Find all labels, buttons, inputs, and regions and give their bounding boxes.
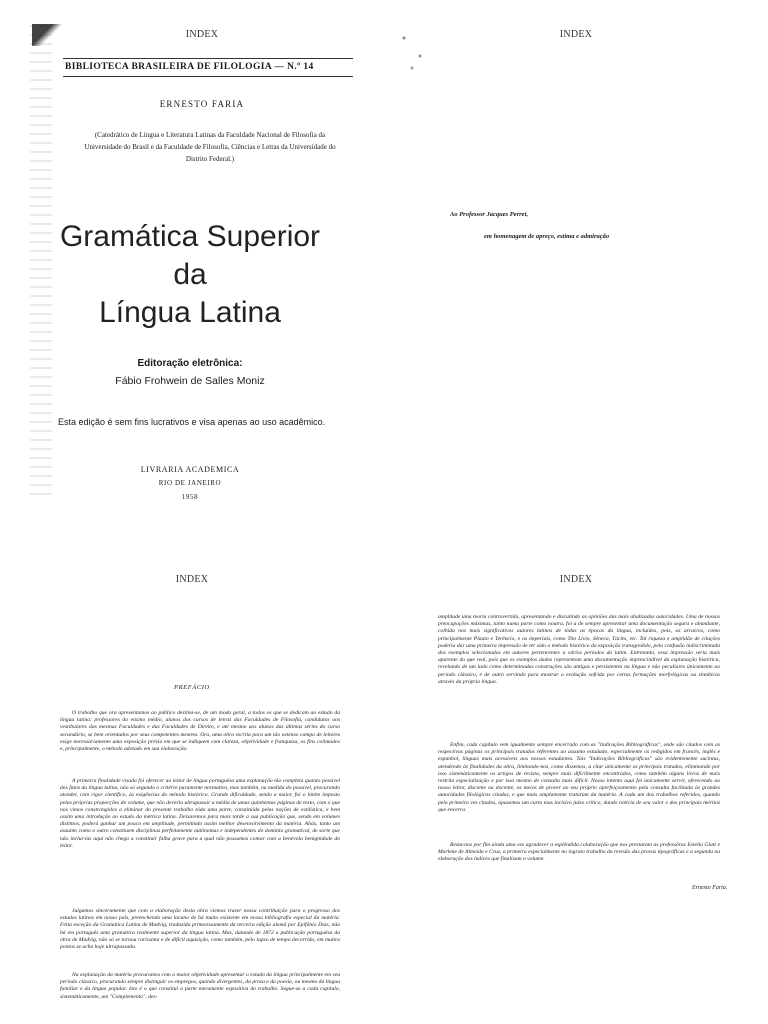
index-header: INDEX — [175, 574, 209, 585]
publisher-name: LIVRARIA ACADEMICA — [140, 465, 240, 474]
preface-paragraph-7: Resta-nos por fim ainda uma vez agradecer a esplêndida colaboração que nos prestaram as professôras Estella Glatt e Marlene de Almeida e Cruz, a primeira especialmente no ingrato trabalho da revisão das provas tipográficas e a segunda na elaboração dos índices que finalizam o volume. — [438, 842, 720, 863]
author-name: ERNESTO FARIA — [159, 99, 245, 109]
publisher-year: 1958 — [181, 493, 199, 501]
preface-paragraph-2: A primeira finalidade visada foi oferecer ao leitor de língua portuguêsa uma explanação tão completa quanto possível dos fatos da língua latina, não só segundo o critério puramente normativo, mas também, na medida do possível, procurando atender, com rigor científico, às exigências do método histórico. Grande dificuldade, sendo a maior, foi o limite imposto pelas próprias proporções do volume, que não deveria ultrapassar a média de umas quinhentas páginas de texto, com o que nos vimos constrangidos a eliminar do presente trabalho tôda uma parte, constituída pelas noções de estilística, e bem assim uma introdução ao estudo da métrica latina. Deixaremos para mais tarde a sua publicação que, sendo em volumes distintos, poderá ganhar um pouco em amplitude, permitindo assim melhor desenvolvimento da matéria. Aliás, tanto um assunto como o outro constituem disciplinas perfeitamente autônomas e independentes do domínio gramatical, de sorte que não incluí-las aqui não chega a constituir falha grave para a qual não possamos contar com a benévola benignidade do leitor. — [60, 778, 340, 849]
page-dedication — [384, 0, 768, 512]
preface-paragraph-6: Enfim, cada capítulo vem igualmente sempre encerrado com as "Indicações Bibliográficas", onde são citados com as respectivas páginas os principais tratados referentes ao assunto estudado, especialmente os redigidos em francês, inglês e espanhol, línguas mais acessíveis aos nossos estudantes. Tais "Indicações Bibliográficas" são evidentemente sucintas, atendendo às finalidades da obra, limitando-nos, como dissemos, a citar ùnicamente os principais tratados, eliminando por isso sistemàticamente os artigos de revista, sempre mais dificilmente encontrados, como também alguns livros de mais restrita especialização e por isso mesmo de consulta mais difícil. Nosso intento aqui foi ùnicamente servir, oferecendo ao nosso leitor, discente ou docente, os meios de prover ao seu próprio aperfeiçoamento pela consulta facilitada às grandes autoridades filológicas citadas, e que mais amplamente trataram da matéria. A cada um dos trabalhos referidos, quando pela primeira vez citados, apusemos um curto mas incisivo juízo crítico, dando notícia de seu valor e dos principais méritos que encerra. — [438, 742, 720, 813]
series-rule-bottom — [63, 76, 353, 77]
series-rule-top — [63, 58, 353, 59]
series-title: BIBLIOTECA BRASILEIRA DE FILOLOGIA — N.º 14 — [65, 62, 314, 72]
index-header: INDEX — [559, 574, 593, 585]
preface-paragraph-4: Na explanação da matéria procuramos com a maior objetividade apresentar o estado da língua principalmente em seu período clássico, procurando sempre distinguir os empregos, quando divergentes, da prosa e da poesia, ou mesmo da língua familiar e da língua popular. Isto é o que constitui a parte meramente expositiva do trabalho. Segue-se a cada capítulo, sistemàticamente, um "Complemento", des- — [60, 972, 340, 1000]
preface-paragraph-1: O trabalho que ora apresentamos ao público destina-se, de um modo geral, a todos os que se dedicam ao estudo da língua latina: professores do ensino médio, alunos dos cursos de letras das Faculdades de Filosofia, candidatos aos vestibulares das mesmas Faculdades e das Faculdades de Direito, e até mesmo aos alunos das últimas séries do curso secundário, se bem orientados por seus competentes mestres. Ora, uma obra escrita para um tão extenso campo de leitores exige necessàriamente uma exposição prévia em que se indiquem com clareza, objetividade e franqueza, os fins colimados e, principalmente, o método adotado em sua elaboração. — [60, 710, 340, 753]
preface-title: PREFÁCIO — [174, 684, 210, 691]
dedication-line-1: Ao Professor Jacques Perret, — [450, 211, 528, 218]
academic-notice: Esta edição é sem fins lucrativos e visa apenas ao uso acadêmico. — [58, 417, 326, 427]
publisher-city: RIO DE JANEIRO — [158, 479, 222, 487]
preface-signature: Ernesto Faria. — [692, 885, 728, 891]
book-title-line-3: Língua Latina — [99, 296, 281, 329]
index-header: INDEX — [185, 29, 219, 40]
page-preface-continued — [384, 512, 768, 1024]
index-header: INDEX — [559, 29, 593, 40]
dedication-line-2: em homenagem de apreço, estima e admiração — [484, 233, 610, 240]
page-title-page — [0, 0, 384, 512]
book-title-line-1: Gramática Superior — [59, 220, 321, 253]
preface-paragraph-5: amplitude uma teoria controvertida, apresentando e discutindo as opiniões das mais abalizadas autoridades. Uma de nossas preocupações máximas, tanto numa parte como noutra, foi a de sempre apresentar uma documentação segura e abundante, colhida nos mais significativos autores latinos de tôdas as épocas da língua, incluídos, pois, os arcaicos, como principalmente Plauto e Terêncio, e os imperiais, como Tito Lívio, Sêneca, Tácito, etc. Tal riqueza e amplidão de citações poderia dar uma primeira impressão de ter sido o método histórico da exposição transgredido, pela confusão indiscriminada dos exemplos selecionados em autores pertencentes a vários períodos do latim. Entretanto, essa impressão seria mais aparente do que real, pois que os exemplos dados representam uma documentação imprescindível da explanação histórica, revelando de um lado como determinadas construções são antigas e persistentes na língua e não peculiares ùnicamente ao período clássico, e de outro servindo para mostrar a evolução sofrida por certas formações morfológicas ou sintáticas através da própria língua. — [438, 614, 720, 685]
preface-paragraph-3: Julgamos sinceramente que com a elaboração desta obra viemos trazer nossa contribuição para o progresso dos estudos latinos em nosso país, preenchendo uma lacuna de há muito existente em nossa bibliografia especial da matéria. Feita exceção da Gramática Latina de Madvig, traduzida primorosamente da terceira edição alemã por Epifânio Dias, não há em português uma gramática realmente superior da língua latina. Mas, datando de 1872 a publicação portuguêsa da obra de Madvig, não só se tornou raríssima e de difícil aquisição, como também, pelo lapso de tempo decorrido, em muitos pontos se acha hoje ultrapassada. — [60, 908, 340, 951]
page-preface — [0, 512, 384, 1024]
edition-label: Editoração eletrônica: — [137, 358, 243, 369]
book-title — [40, 218, 340, 332]
edition-name: Fábio Frohwein de Salles Moniz — [115, 375, 265, 387]
book-title-line-2: da — [173, 258, 207, 291]
author-affiliation: (Catedrático de Língua e Literatura Latinas da Faculdade Nacional de Filosofia da Universidade do Brasil e da Faculdade de Filosofia, Ciências e Letras da Universidade do Distrito Federal.) — [84, 131, 336, 163]
